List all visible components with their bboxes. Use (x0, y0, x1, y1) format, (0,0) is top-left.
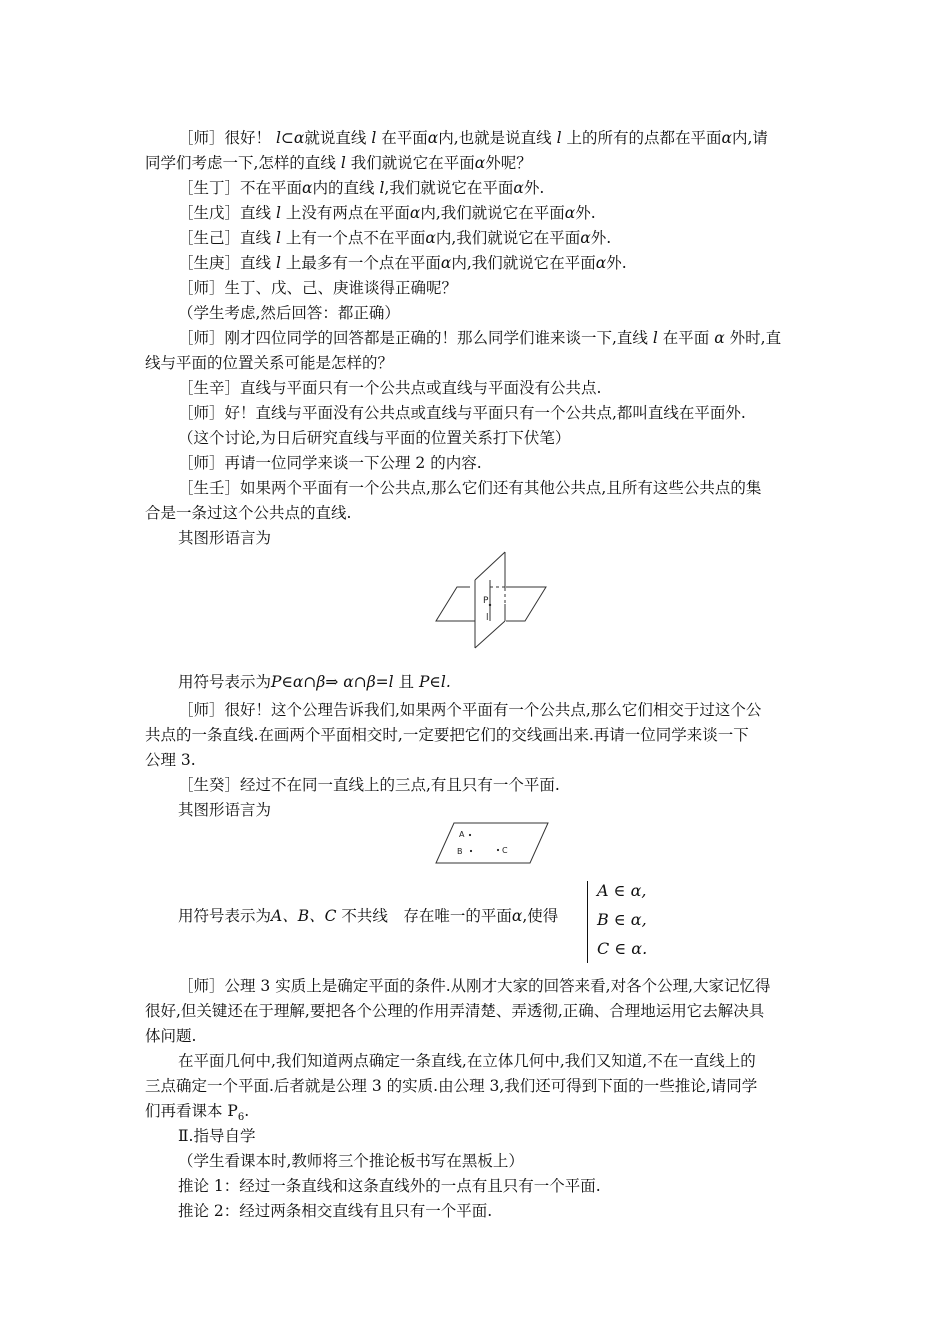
paragraph-teacher-6-line2: 共点的一条直线.在画两个平面相交时,一定要把它们的交线画出来.再请一位同学来谈一下 (145, 726, 749, 744)
figure-intersecting-planes (430, 545, 555, 660)
symbol-l: l (275, 204, 281, 222)
system-line-1: A ∈ α, (597, 881, 647, 900)
system-line-3: C ∈ α. (597, 939, 648, 958)
point-p (489, 604, 491, 606)
paragraph-student-gui: ［生癸］经过不在同一直线上的三点,有且只有一个平面. (178, 776, 560, 794)
paragraph-teacher-1-line2 (145, 153, 532, 173)
text: ［师］很好！ (178, 129, 272, 147)
text: 同学们考虑一下,怎样的直线 (145, 154, 336, 172)
text: 上没有两点在平面 (285, 204, 410, 222)
text: 用符号表示为 (178, 907, 272, 925)
text: 外时,直 (729, 329, 782, 347)
text: ［生己］直线 (178, 229, 272, 247)
corollary-1: 推论 1：经过一条直线和这条直线外的一点有且只有一个平面. (178, 1177, 601, 1195)
text: 内,我们就说它在平面 (451, 254, 596, 272)
symbol-alpha: α (293, 129, 305, 147)
text: 外. (523, 179, 545, 197)
text: 在平面 (662, 329, 710, 347)
text: 我们就说它在平面 (350, 154, 475, 172)
symbol-l: l (652, 329, 658, 347)
label-l: l (486, 613, 489, 623)
formula: P∈l. (418, 673, 451, 691)
symbol-alpha: α (409, 204, 421, 222)
formula: P∈α∩β⇒ α∩β=l (271, 673, 394, 691)
text: 上最多有一个点在平面 (285, 254, 441, 272)
paragraph-teacher-7-line3: 体问题. (145, 1027, 197, 1045)
paragraph-student-ren-line1: ［生壬］如果两个平面有一个公共点,那么它们还有其他公共点,且所有这些公共点的集 (178, 479, 762, 497)
paragraph-teacher-7-line2: 很好,但关键还在于理解,要把各个公理的作用弄清楚、弄透彻,正确、合理地运用它去解决具 (145, 1002, 765, 1020)
text: 不共线 存在唯一的平面 (336, 907, 512, 925)
text: ,我们就说它在平面 (384, 179, 514, 197)
paragraph-teacher-4: ［师］好！直线与平面没有公共点或直线与平面只有一个公共点,都叫直线在平面外. (178, 404, 746, 422)
paragraph-student-ding (178, 178, 544, 198)
paragraph-8-line1: 在平面几何中,我们知道两点确定一条直线,在立体几何中,我们又知道,不在一直线上的 (178, 1052, 756, 1070)
paragraph-student-ren-line2: 合是一条过这个公共点的直线. (145, 504, 352, 522)
label-b: B (457, 847, 463, 856)
text: . (244, 1102, 250, 1120)
paragraph-teacher-6-line3: 公理 3. (145, 751, 196, 769)
text: 外. (590, 229, 612, 247)
paragraph-teacher-6-line1: ［师］很好！这个公理告诉我们,如果两个平面有一个公共点,那么它们相交于过这个公 (178, 701, 762, 719)
text: ［生丁］不在平面 (178, 179, 303, 197)
point-a (469, 834, 471, 836)
text: 外. (606, 254, 627, 272)
symbol-alpha: α (474, 154, 486, 172)
subscript: 6 (237, 1112, 245, 1124)
figure-intro-2: 其图形语言为 (178, 801, 272, 819)
symbol-alpha: α (302, 179, 313, 197)
symbol-alpha: α (564, 204, 576, 222)
paragraph-teacher-2: ［师］生丁、戊、己、庚谁谈得正确呢？ (178, 279, 458, 297)
text: 上有一个点不在平面 (285, 229, 426, 247)
paragraph-teacher-7-line1: ［师］公理 3 实质上是确定平面的条件.从刚才大家的回答来看,对各个公理,大家记忆得 (178, 977, 771, 995)
paragraph-8-line3 (145, 1101, 249, 1128)
text: ［师］刚才四位同学的回答都是正确的！那么同学们谁来谈一下,直线 (178, 329, 648, 347)
formula: A、B、C (271, 907, 337, 925)
paragraph-teacher-1-line1 (178, 128, 768, 148)
paragraph-teacher-3-line2: 线与平面的位置关系可能是怎样的？ (145, 354, 394, 372)
system-line-2: B ∈ α, (597, 910, 647, 929)
text: 就说直线 (304, 129, 367, 147)
text: 内的直线 (312, 179, 375, 197)
symbol-l: l (275, 129, 281, 147)
paragraph-note-3: （学生看课本时,教师将三个推论板书写在黑板上） (178, 1152, 524, 1170)
symbol-l: l (371, 129, 377, 147)
vertical-plane-bottom-edge (475, 621, 505, 648)
paragraph-student-ji (178, 228, 611, 248)
symbol-alpha: α (425, 229, 436, 247)
symbol-statement-2 (178, 906, 558, 926)
symbol-alpha: α (714, 329, 725, 347)
symbol-l: l (379, 179, 385, 197)
paragraph-teacher-5: ［师］再请一位同学来谈一下公理 2 的内容. (178, 454, 482, 472)
symbol-alpha: α (580, 229, 591, 247)
symbol-alpha: α (440, 254, 452, 272)
text: 内,也就是说直线 (438, 129, 552, 147)
plane-parallelogram (436, 823, 548, 863)
text: ［生戊］直线 (178, 204, 272, 222)
text: ,使得 (522, 907, 559, 925)
symbol-alpha: α (721, 129, 732, 147)
text: 上的所有的点都在平面 (566, 129, 722, 147)
formula: α (511, 907, 523, 925)
symbol-l: l (340, 154, 346, 172)
paragraph-student-geng (178, 253, 627, 273)
symbol-statement-1 (178, 672, 451, 692)
vertical-plane-top-edge (475, 552, 505, 580)
paragraph-note-2: （这个讨论,为日后研究直线与平面的位置关系打下伏笔） (178, 429, 571, 447)
horizontal-plane-left (436, 587, 475, 621)
text: 内,我们就说它在平面 (435, 229, 581, 247)
paragraph-student-wu (178, 203, 596, 223)
text: 内,请 (732, 129, 768, 147)
section-heading-2: Ⅱ.指导自学 (178, 1127, 256, 1145)
figure-plane-three-points (432, 820, 554, 866)
paragraph-teacher-3-line1 (178, 328, 781, 348)
text: ［生庚］直线 (178, 254, 272, 272)
system-brace (587, 881, 594, 963)
symbol-alpha: α (513, 179, 524, 197)
paragraph-student-xin: ［生辛］直线与平面只有一个公共点或直线与平面没有公共点. (178, 379, 602, 397)
symbol-alpha: α (595, 254, 607, 272)
label-c: C (502, 846, 508, 855)
text: 外. (575, 204, 596, 222)
text: 们再看课本 P (145, 1102, 238, 1120)
paragraph-8-line2: 三点确定一个平面.后者就是公理 3 的实质.由公理 3,我们还可得到下面的一些推论,请同学 (145, 1077, 758, 1095)
horizontal-plane-right (506, 587, 546, 621)
paragraph-note-1: （学生考虑,然后回答：都正确） (178, 304, 400, 322)
symbol-subset: ⊂ (280, 129, 294, 147)
text: 在平面 (381, 129, 428, 147)
text: 用符号表示为 (178, 673, 272, 691)
symbol-alpha: α (427, 129, 439, 147)
symbol-l: l (275, 254, 281, 272)
symbol-l: l (556, 129, 562, 147)
symbol-l: l (275, 229, 281, 247)
figure-intro-1: 其图形语言为 (178, 529, 272, 547)
text: 外呢？ (485, 154, 532, 172)
label-p: P (483, 596, 489, 606)
text: 且 (393, 673, 419, 691)
point-b (470, 850, 472, 852)
label-a: A (459, 830, 465, 839)
text: 内,我们就说它在平面 (420, 204, 565, 222)
corollary-2: 推论 2：经过两条相交直线有且只有一个平面. (178, 1202, 493, 1220)
point-c (497, 849, 499, 851)
